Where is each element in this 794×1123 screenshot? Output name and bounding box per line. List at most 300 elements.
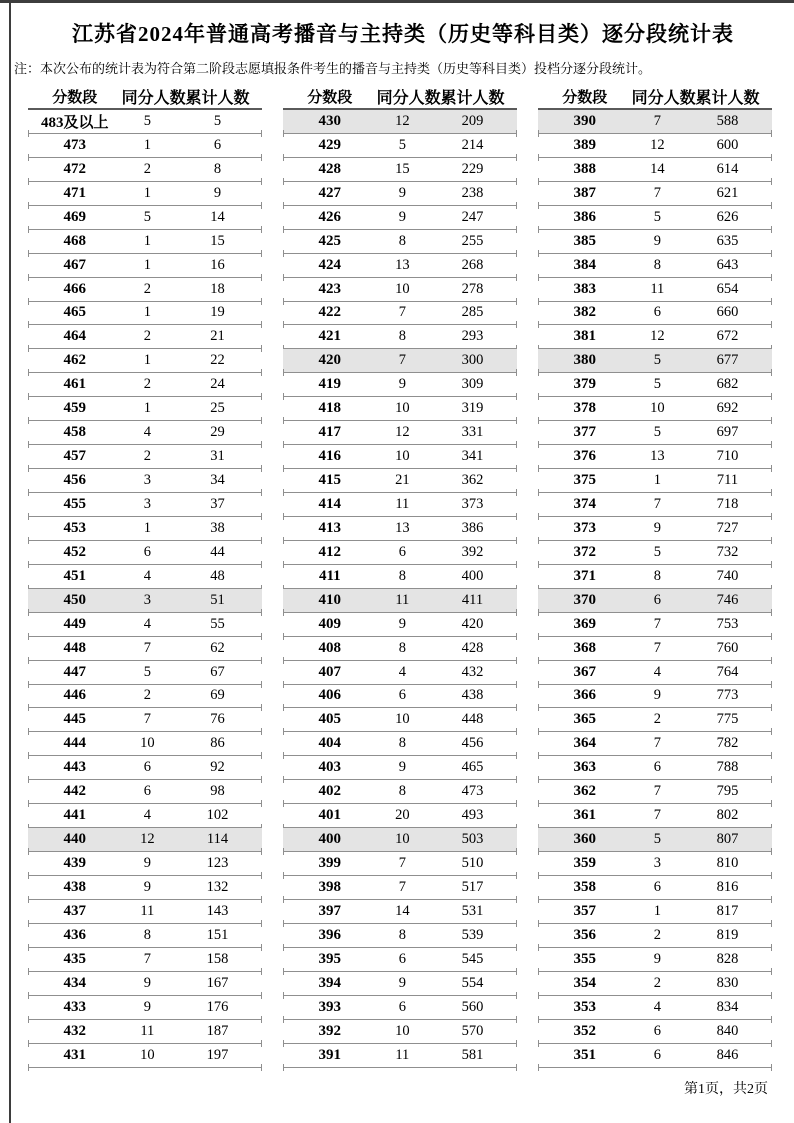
- cum-cell: 167: [206, 974, 229, 991]
- score-cell: 415: [318, 472, 342, 489]
- score-cell: 359: [573, 855, 597, 872]
- table-row: [283, 302, 517, 326]
- table-row: [538, 182, 772, 206]
- score-cell: 431: [63, 1046, 87, 1063]
- cum-cell: 187: [206, 1022, 229, 1039]
- count-cell: 9: [398, 615, 406, 632]
- count-cell: 2: [653, 711, 661, 728]
- cum-cell: 31: [210, 448, 225, 465]
- table-row: [283, 732, 517, 756]
- cum-cell: 331: [461, 424, 484, 441]
- count-cell: 10: [140, 1046, 155, 1063]
- count-cell: 4: [653, 663, 661, 680]
- score-cell: 455: [63, 495, 87, 512]
- count-cell: 13: [395, 256, 410, 273]
- score-cell: 473: [63, 136, 87, 153]
- score-cell: 436: [63, 926, 87, 943]
- table-row: [538, 996, 772, 1020]
- count-cell: 11: [395, 591, 410, 608]
- count-cell: 7: [653, 112, 661, 129]
- table-row: [28, 924, 262, 948]
- count-cell: 6: [143, 759, 151, 776]
- count-cell: 7: [653, 615, 661, 632]
- count-cell: 4: [398, 663, 406, 680]
- table-row: [28, 661, 262, 685]
- cum-cell: 19: [210, 304, 225, 321]
- col-header-same-score-count: 同分人数: [376, 89, 441, 107]
- table-row: [538, 206, 772, 230]
- table-row: [538, 541, 772, 565]
- table-row: [283, 613, 517, 637]
- count-cell: 10: [140, 735, 155, 752]
- score-cell: 378: [573, 400, 597, 417]
- count-cell: 7: [143, 711, 151, 728]
- cum-cell: 176: [206, 998, 229, 1015]
- table-row: [28, 685, 262, 709]
- score-cell: 375: [573, 472, 597, 489]
- cum-cell: 539: [461, 926, 484, 943]
- count-cell: 15: [395, 160, 410, 177]
- table-body: [283, 110, 517, 1068]
- count-cell: 1: [143, 304, 151, 321]
- table-row: [283, 756, 517, 780]
- score-cell: 438: [63, 878, 87, 895]
- table-row: [538, 708, 772, 732]
- score-cell: 404: [318, 735, 342, 752]
- table-row: [28, 445, 262, 469]
- count-cell: 7: [653, 184, 661, 201]
- cum-cell: 158: [206, 950, 229, 967]
- score-cell: 376: [573, 448, 597, 465]
- table-row: [538, 1020, 772, 1044]
- score-cell: 439: [63, 855, 87, 872]
- count-cell: 4: [143, 424, 151, 441]
- table-row: [28, 756, 262, 780]
- score-cell: 355: [573, 950, 597, 967]
- cum-cell: 51: [210, 591, 225, 608]
- table-row: [538, 828, 772, 852]
- table-row: [28, 565, 262, 589]
- note-text: 注：本次公布的统计表为符合第二阶段志愿填报条件考生的播音与主持类（历史等科目类）投档分逐分段统计。: [14, 61, 652, 76]
- score-cell: 398: [318, 878, 342, 895]
- count-cell: 6: [398, 687, 406, 704]
- score-cell: 442: [63, 783, 87, 800]
- table-header-row: [28, 84, 262, 110]
- count-cell: 6: [398, 998, 406, 1015]
- table-row: [283, 445, 517, 469]
- score-table-1: [28, 84, 262, 1068]
- count-cell: 9: [398, 759, 406, 776]
- cum-cell: 692: [716, 400, 739, 417]
- count-cell: 12: [395, 112, 410, 129]
- cum-cell: 132: [206, 878, 229, 895]
- table-row: [538, 421, 772, 445]
- col-header-cumulative-count: 累计人数: [185, 89, 250, 107]
- score-cell: 396: [318, 926, 342, 943]
- count-cell: 7: [653, 807, 661, 824]
- cum-cell: 570: [461, 1022, 484, 1039]
- score-cell: 406: [318, 687, 342, 704]
- count-cell: 12: [395, 424, 410, 441]
- score-cell: 390: [573, 112, 597, 129]
- count-cell: 1: [653, 902, 661, 919]
- cum-cell: 362: [461, 472, 484, 489]
- score-cell: 357: [573, 902, 597, 919]
- score-cell: 353: [573, 998, 597, 1015]
- cum-cell: 727: [716, 519, 739, 536]
- table-row: [538, 589, 772, 613]
- count-cell: 13: [650, 448, 665, 465]
- cum-cell: 816: [716, 878, 739, 895]
- table-row: [283, 278, 517, 302]
- score-cell: 392: [318, 1022, 342, 1039]
- table-row: [283, 517, 517, 541]
- table-row: [538, 517, 772, 541]
- score-cell: 427: [318, 184, 342, 201]
- table-row: [28, 302, 262, 326]
- cum-cell: 392: [461, 543, 484, 560]
- cum-cell: 672: [716, 328, 739, 345]
- cum-cell: 711: [716, 472, 739, 489]
- table-row: [283, 876, 517, 900]
- table-row: [538, 613, 772, 637]
- score-cell: 368: [573, 639, 597, 656]
- cum-cell: 5: [213, 112, 222, 129]
- score-cell: 464: [63, 328, 87, 345]
- score-cell: 381: [573, 328, 597, 345]
- cum-cell: 517: [461, 878, 484, 895]
- score-cell: 373: [573, 519, 597, 536]
- count-cell: 9: [143, 855, 151, 872]
- cum-cell: 834: [716, 998, 739, 1015]
- cum-cell: 795: [716, 783, 739, 800]
- count-cell: 3: [143, 591, 151, 608]
- score-cell: 372: [573, 543, 597, 560]
- count-cell: 12: [140, 831, 155, 848]
- count-cell: 10: [395, 448, 410, 465]
- cum-cell: 69: [210, 687, 225, 704]
- count-cell: 6: [653, 1046, 661, 1063]
- table-row: [283, 349, 517, 373]
- table-row: [538, 924, 772, 948]
- score-cell: 388: [573, 160, 597, 177]
- count-cell: 21: [395, 472, 410, 489]
- count-cell: 5: [653, 424, 661, 441]
- table-row: [28, 804, 262, 828]
- count-cell: 4: [653, 998, 661, 1015]
- cum-cell: 682: [716, 376, 739, 393]
- count-cell: 7: [653, 783, 661, 800]
- cum-cell: 560: [461, 998, 484, 1015]
- count-cell: 10: [395, 1022, 410, 1039]
- table-row: [283, 469, 517, 493]
- count-cell: 5: [653, 208, 661, 225]
- col-header-score-range: 分数段: [562, 89, 608, 106]
- score-cell: 369: [573, 615, 597, 632]
- cum-cell: 293: [461, 328, 484, 345]
- cum-cell: 432: [461, 663, 484, 680]
- table-row: [28, 900, 262, 924]
- score-cell: 445: [63, 711, 87, 728]
- cum-cell: 400: [461, 567, 484, 584]
- cum-cell: 209: [461, 112, 484, 129]
- count-cell: 4: [143, 567, 151, 584]
- score-cell: 423: [318, 280, 342, 297]
- count-cell: 5: [143, 208, 151, 225]
- table-row: [28, 708, 262, 732]
- score-table-2: [283, 84, 517, 1068]
- count-cell: 8: [398, 735, 406, 752]
- score-cell: 403: [318, 759, 342, 776]
- cum-cell: 25: [210, 400, 225, 417]
- count-cell: 6: [143, 543, 151, 560]
- count-cell: 11: [395, 1046, 410, 1063]
- cum-cell: 828: [716, 950, 739, 967]
- cum-cell: 802: [716, 807, 739, 824]
- count-cell: 7: [398, 352, 406, 369]
- score-cell: 468: [63, 232, 87, 249]
- table-row: [538, 325, 772, 349]
- count-cell: 2: [143, 280, 151, 297]
- score-cell: 429: [318, 136, 342, 153]
- table-row: [283, 948, 517, 972]
- col-header-cumulative-count: 累计人数: [440, 89, 505, 107]
- score-cell: 451: [63, 567, 87, 584]
- count-cell: 2: [653, 974, 661, 991]
- count-cell: 8: [398, 567, 406, 584]
- score-cell: 453: [63, 519, 87, 536]
- score-cell: 391: [318, 1046, 342, 1063]
- cum-cell: 6: [213, 136, 222, 153]
- count-cell: 3: [143, 495, 151, 512]
- page-border-left: [9, 0, 11, 1123]
- cum-cell: 373: [461, 495, 484, 512]
- table-row: [538, 373, 772, 397]
- count-cell: 1: [653, 472, 661, 489]
- count-cell: 4: [143, 807, 151, 824]
- cum-cell: 214: [461, 136, 484, 153]
- score-cell: 370: [573, 591, 597, 608]
- cum-cell: 86: [210, 735, 225, 752]
- cum-cell: 247: [461, 208, 484, 225]
- cum-cell: 143: [206, 902, 229, 919]
- count-cell: 5: [653, 831, 661, 848]
- cum-cell: 22: [210, 352, 225, 369]
- table-row: [28, 996, 262, 1020]
- count-cell: 2: [143, 328, 151, 345]
- cum-cell: 238: [461, 184, 484, 201]
- table-row: [28, 780, 262, 804]
- table-row: [283, 828, 517, 852]
- table-row: [28, 349, 262, 373]
- table-row: [538, 565, 772, 589]
- count-cell: 11: [140, 1022, 155, 1039]
- table-row: [283, 493, 517, 517]
- count-cell: 9: [653, 687, 661, 704]
- table-row: [283, 421, 517, 445]
- score-cell: 466: [63, 280, 87, 297]
- score-cell: 459: [63, 400, 87, 417]
- cum-cell: 278: [461, 280, 484, 297]
- count-cell: 7: [398, 878, 406, 895]
- score-cell: 386: [573, 208, 597, 225]
- table-row: [28, 254, 262, 278]
- score-cell: 434: [63, 974, 87, 991]
- cum-cell: 8: [213, 160, 222, 177]
- score-cell: 430: [318, 112, 342, 129]
- score-cell: 443: [63, 759, 87, 776]
- table-row: [283, 541, 517, 565]
- count-cell: 1: [143, 232, 151, 249]
- cum-cell: 98: [210, 783, 225, 800]
- table-row: [28, 493, 262, 517]
- table-row: [538, 685, 772, 709]
- count-cell: 2: [143, 376, 151, 393]
- cum-cell: 15: [210, 232, 225, 249]
- score-cell: 452: [63, 543, 87, 560]
- cum-cell: 510: [461, 855, 484, 872]
- score-cell: 352: [573, 1022, 597, 1039]
- table-row: [28, 373, 262, 397]
- table-row: [28, 637, 262, 661]
- score-cell: 374: [573, 495, 597, 512]
- score-cell: 408: [318, 639, 342, 656]
- cum-cell: 840: [716, 1022, 739, 1039]
- count-cell: 9: [143, 998, 151, 1015]
- score-cell: 384: [573, 256, 597, 273]
- cum-cell: 456: [461, 735, 484, 752]
- score-cell: 412: [318, 543, 342, 560]
- count-cell: 14: [650, 160, 665, 177]
- table-row: [28, 278, 262, 302]
- score-cell: 426: [318, 208, 342, 225]
- score-cell: 399: [318, 855, 342, 872]
- score-cell: 395: [318, 950, 342, 967]
- table-row: [28, 1020, 262, 1044]
- table-header-row: [538, 84, 772, 110]
- cum-cell: 114: [206, 831, 229, 848]
- count-cell: 10: [395, 711, 410, 728]
- cum-cell: 48: [210, 567, 225, 584]
- score-cell: 449: [63, 615, 87, 632]
- count-cell: 4: [143, 615, 151, 632]
- page-number: 第1页，共2页: [684, 1082, 768, 1097]
- table-row: [28, 182, 262, 206]
- table-row: [538, 637, 772, 661]
- score-table-3: [538, 84, 772, 1068]
- count-cell: 8: [398, 328, 406, 345]
- table-row: [538, 445, 772, 469]
- cum-cell: 341: [461, 448, 484, 465]
- count-cell: 10: [395, 400, 410, 417]
- cum-cell: 643: [716, 256, 739, 273]
- table-row: [283, 182, 517, 206]
- cum-cell: 34: [210, 472, 225, 489]
- table-row: [28, 876, 262, 900]
- table-row: [283, 780, 517, 804]
- score-cell: 420: [318, 352, 342, 369]
- col-header-score-range: 分数段: [52, 89, 98, 106]
- table-row: [283, 373, 517, 397]
- cum-cell: 635: [716, 232, 739, 249]
- score-cell: 411: [318, 567, 341, 584]
- table-row: [283, 110, 517, 134]
- cum-cell: 621: [716, 184, 739, 201]
- count-cell: 9: [653, 519, 661, 536]
- cum-cell: 710: [716, 448, 739, 465]
- cum-cell: 123: [206, 855, 229, 872]
- score-cell: 421: [318, 328, 342, 345]
- count-cell: 2: [143, 448, 151, 465]
- count-cell: 11: [650, 280, 665, 297]
- count-cell: 9: [398, 208, 406, 225]
- count-cell: 5: [143, 112, 151, 129]
- cum-cell: 846: [716, 1046, 739, 1063]
- count-cell: 5: [653, 376, 661, 393]
- table-row: [28, 158, 262, 182]
- score-cell: 354: [573, 974, 597, 991]
- table-row: [538, 756, 772, 780]
- cum-cell: 420: [461, 615, 484, 632]
- col-header-score-range: 分数段: [307, 89, 353, 106]
- score-cell: 472: [63, 160, 87, 177]
- table-row: [28, 134, 262, 158]
- score-cell: 461: [63, 376, 87, 393]
- table-row: [28, 517, 262, 541]
- count-cell: 1: [143, 519, 151, 536]
- score-cell: 416: [318, 448, 342, 465]
- score-cell: 361: [573, 807, 597, 824]
- count-cell: 9: [398, 974, 406, 991]
- cum-cell: 746: [716, 591, 739, 608]
- cum-cell: 473: [461, 783, 484, 800]
- cum-cell: 600: [716, 136, 739, 153]
- col-header-same-score-count: 同分人数: [121, 89, 186, 107]
- table-row: [283, 900, 517, 924]
- score-cell: 435: [63, 950, 87, 967]
- score-cell: 394: [318, 974, 342, 991]
- count-cell: 9: [143, 878, 151, 895]
- count-cell: 7: [398, 304, 406, 321]
- count-cell: 1: [143, 184, 151, 201]
- table-row: [28, 948, 262, 972]
- table-row: [283, 254, 517, 278]
- count-cell: 1: [143, 136, 151, 153]
- cum-cell: 29: [210, 424, 225, 441]
- score-cell: 385: [573, 232, 597, 249]
- cum-cell: 67: [210, 663, 225, 680]
- table-row: [538, 661, 772, 685]
- count-cell: 6: [653, 591, 661, 608]
- table-row: [283, 924, 517, 948]
- cum-cell: 819: [716, 926, 739, 943]
- score-cell: 457: [63, 448, 87, 465]
- col-header-same-score-count: 同分人数: [631, 89, 696, 107]
- count-cell: 6: [398, 543, 406, 560]
- count-cell: 8: [653, 567, 661, 584]
- cum-cell: 44: [210, 543, 225, 560]
- table-row: [28, 828, 262, 852]
- score-cell: 422: [318, 304, 342, 321]
- table-row: [538, 397, 772, 421]
- count-cell: 6: [398, 950, 406, 967]
- table-row: [538, 134, 772, 158]
- score-cell: 448: [63, 639, 87, 656]
- count-cell: 5: [653, 543, 661, 560]
- cum-cell: 732: [716, 543, 739, 560]
- table-row: [28, 732, 262, 756]
- score-cell: 465: [63, 304, 87, 321]
